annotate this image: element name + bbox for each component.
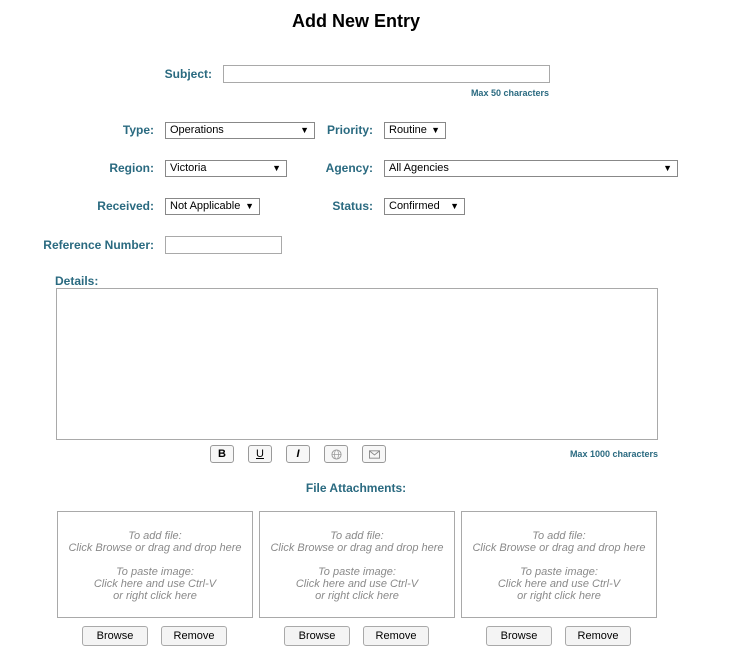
underline-icon: U [256, 448, 264, 460]
agency-select[interactable] [384, 160, 678, 177]
paste-image-instruction: To paste image: [116, 566, 194, 578]
chevron-down-icon: ▼ [300, 125, 309, 135]
paste-image-instruction: To paste image: [520, 566, 598, 578]
subject-label: Subject: [164, 67, 212, 81]
paste-image-instruction-detail: Click here and use Ctrl-V [295, 578, 419, 590]
chevron-down-icon: ▼ [663, 163, 672, 173]
italic-button[interactable] [286, 445, 310, 463]
received-label: Received: [97, 199, 154, 213]
status-select[interactable] [384, 198, 465, 215]
bold-icon: B [218, 448, 226, 460]
received-selected-value: Not Applicable [170, 200, 241, 212]
insert-link-button[interactable] [324, 445, 348, 463]
browse-button-2[interactable]: Browse [284, 626, 350, 646]
paste-image-right-click: or right click here [113, 590, 197, 602]
agency-selected-value: All Agencies [389, 162, 449, 174]
region-select[interactable] [165, 160, 287, 177]
status-label: Status: [332, 199, 373, 213]
details-max-hint: Max 1000 characters [569, 449, 658, 459]
paste-image-right-click: or right click here [517, 590, 601, 602]
type-selected-value: Operations [170, 124, 224, 136]
envelope-icon [369, 450, 380, 459]
priority-label: Priority: [326, 123, 373, 137]
paste-image-instruction-detail: Click here and use Ctrl-V [93, 578, 217, 590]
paste-image-instruction: To paste image: [318, 566, 396, 578]
add-file-instruction-detail: Click Browse or drag and drop here [472, 542, 646, 554]
remove-button-3[interactable]: Remove [565, 626, 631, 646]
region-label: Region: [109, 161, 154, 175]
file-attachments-heading: File Attachments: [305, 481, 407, 495]
type-label: Type: [122, 123, 154, 137]
details-textarea[interactable] [56, 288, 658, 440]
details-label: Details: [55, 274, 99, 288]
add-file-instruction: To add file: [532, 530, 586, 542]
italic-icon: I [296, 448, 300, 460]
attachment-dropzone-1[interactable] [57, 511, 253, 618]
paste-image-instruction-detail: Click here and use Ctrl-V [497, 578, 621, 590]
globe-icon [331, 449, 342, 460]
priority-select[interactable] [384, 122, 446, 139]
underline-button[interactable] [248, 445, 272, 463]
add-file-instruction: To add file: [330, 530, 384, 542]
status-selected-value: Confirmed [389, 200, 440, 212]
type-select[interactable] [165, 122, 315, 139]
browse-button-1[interactable]: Browse [82, 626, 148, 646]
attachment-dropzone-3[interactable] [461, 511, 657, 618]
add-file-instruction-detail: Click Browse or drag and drop here [68, 542, 242, 554]
remove-button-2[interactable]: Remove [363, 626, 429, 646]
subject-max-hint: Max 50 characters [470, 88, 549, 98]
paste-image-right-click: or right click here [315, 590, 399, 602]
attachment-dropzone-2[interactable] [259, 511, 455, 618]
region-selected-value: Victoria [170, 162, 207, 174]
remove-button-1[interactable]: Remove [161, 626, 227, 646]
agency-label: Agency: [325, 161, 373, 175]
reference-number-input[interactable] [165, 236, 282, 254]
insert-email-button[interactable] [362, 445, 386, 463]
chevron-down-icon: ▼ [245, 201, 254, 211]
chevron-down-icon: ▼ [450, 201, 459, 211]
add-file-instruction-detail: Click Browse or drag and drop here [270, 542, 444, 554]
priority-selected-value: Routine [389, 124, 427, 136]
subject-input[interactable] [223, 65, 550, 83]
chevron-down-icon: ▼ [272, 163, 281, 173]
add-file-instruction: To add file: [128, 530, 182, 542]
received-select[interactable] [165, 198, 260, 215]
page-title: Add New Entry [291, 11, 420, 31]
chevron-down-icon: ▼ [431, 125, 440, 135]
bold-button[interactable] [210, 445, 234, 463]
reference-number-label: Reference Number: [43, 238, 154, 252]
browse-button-3[interactable]: Browse [486, 626, 552, 646]
